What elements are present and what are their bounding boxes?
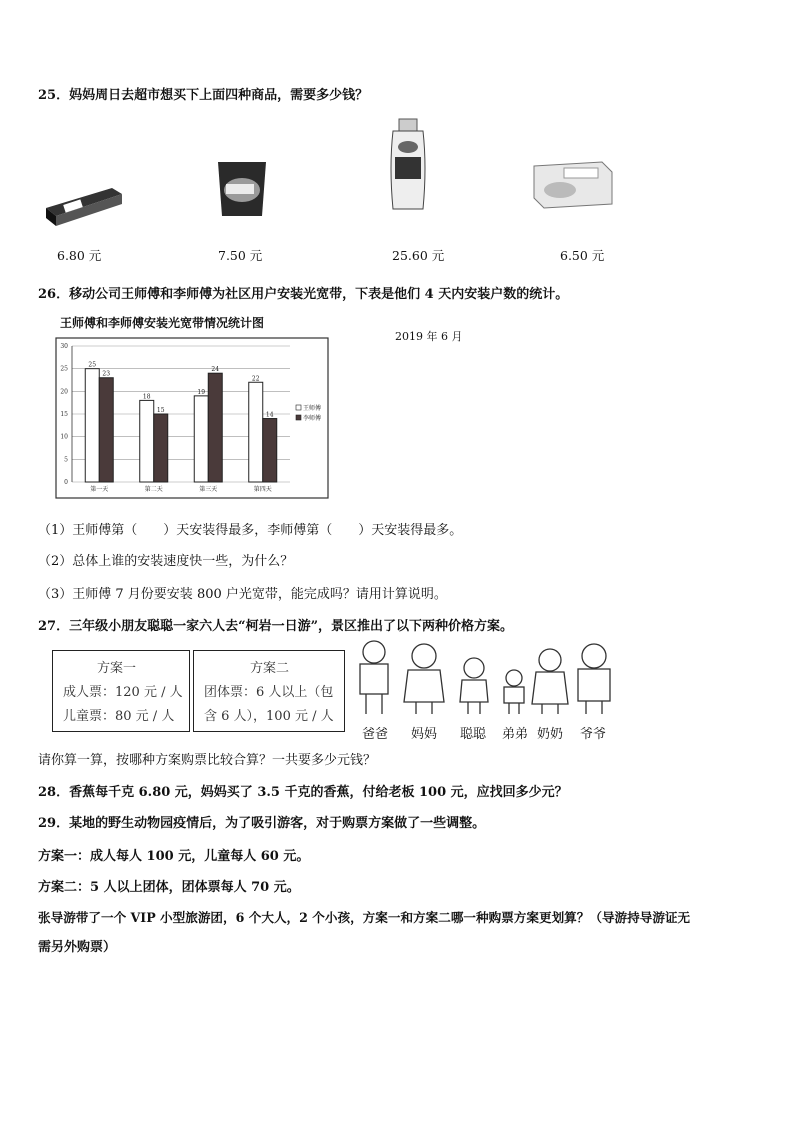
family-label-congcong: 聪聪 (460, 727, 487, 742)
bar-value-label: 23 (102, 370, 111, 378)
price-snack: 7.50 元 (218, 248, 263, 263)
q29-plan2: 方案二：5 人以上团体，团体票每人 70 元。 (38, 880, 300, 895)
q27-question: 请你算一算，按哪种方案购票比较合算？一共要多少元钱？ (38, 753, 377, 768)
family-label-dad: 爸爸 (362, 727, 389, 742)
bar-value-label: 18 (142, 393, 151, 401)
bar-value-label: 25 (88, 361, 97, 369)
q26-sub3: （3）王师傅 7 月份要安装 800 户光宽带，能完成吗？请用计算说明。 (38, 587, 447, 602)
family-label-brother: 弟弟 (502, 727, 529, 742)
x-tick-label: 第二天 (144, 486, 163, 493)
bar-li (154, 414, 168, 482)
soap-box-image (530, 158, 614, 210)
chart-date-note: 2019 年 6 月 (395, 330, 463, 343)
q26-sub1: （1）王师傅第（ ）天安装得最多，李师傅第（ ）天安装得最多。 (38, 523, 463, 538)
plan-two-box (193, 650, 345, 732)
legend-swatch (296, 405, 301, 410)
price-shampoo: 25.60 元 (392, 248, 445, 263)
q27-text: 27．三年级小朋友聪聪一家六人去“柯岩一日游”，景区推出了以下两种价格方案。 (38, 619, 514, 634)
bar-value-label: 19 (197, 388, 206, 396)
bar-wang (85, 369, 99, 482)
bar-li (208, 373, 222, 482)
plan-one-line2: 儿童票：80 元 / 人 (63, 709, 175, 724)
family-label-mom: 妈妈 (411, 727, 438, 742)
q29-text: 29．某地的野生动物园疫情后，为了吸引游客，对于购票方案做了一些调整。 (38, 816, 486, 831)
y-tick-label: 0 (64, 479, 68, 486)
legend-label: 王师傅 (303, 405, 322, 412)
y-tick-label: 10 (60, 433, 68, 441)
plan-two-title: 方案二 (250, 661, 290, 676)
plan-two-line1: 团体票：6 人以上（包 (204, 685, 334, 700)
chart-title: 王师傅和李师傅安装光宽带情况统计图 (60, 316, 265, 330)
x-tick-label: 第三天 (199, 486, 218, 493)
bar-value-label: 24 (211, 366, 220, 374)
legend-label: 李师傅 (303, 415, 322, 422)
plan-two-line2: 含 6 人），100 元 / 人 (204, 709, 334, 724)
bar-value-label: 14 (265, 411, 274, 419)
plan-one-box (52, 650, 190, 732)
family-illustration (350, 638, 622, 720)
bar-li (263, 419, 277, 482)
y-tick-label: 5 (64, 456, 68, 464)
q29-question2: 需另外购票） (38, 940, 117, 955)
bar-wang (140, 400, 154, 482)
plan-one-title: 方案一 (97, 661, 137, 676)
price-soap: 6.50 元 (560, 248, 605, 263)
y-tick-label: 25 (60, 365, 68, 373)
bar-chart (54, 310, 332, 502)
plan-one-line1: 成人票：120 元 / 人 (63, 685, 183, 700)
snack-bag-image (212, 158, 272, 220)
price-toothpaste: 6.80 元 (57, 248, 102, 263)
bar-value-label: 15 (156, 407, 165, 414)
q26-sub2: （2）总体上谁的安装速度快一些，为什么？ (38, 554, 294, 569)
x-tick-label: 第一天 (90, 486, 109, 493)
legend-swatch (296, 415, 301, 420)
family-label-grandpa: 爷爷 (580, 727, 607, 742)
q26-text: 26．移动公司王师傅和李师傅为社区用户安装光宽带，下表是他们 4 天内安装户数的统计。 (38, 287, 569, 302)
x-tick-label: 第四天 (253, 486, 272, 493)
q25-text: 25．妈妈周日去超市想买下上面四种商品，需要多少钱？ (38, 88, 369, 103)
q29-question1: 张导游带了一个 VIP 小型旅游团，6 个大人，2 个小孩，方案一和方案二哪一种购票方案更划算？（导游持导游证无 (38, 910, 691, 925)
bar-li (99, 378, 113, 482)
y-tick-label: 20 (60, 388, 68, 396)
bar-wang (249, 382, 263, 482)
q29-plan1: 方案一：成人每人 100 元，儿童每人 60 元。 (38, 849, 310, 864)
bar-wang (194, 396, 208, 482)
y-tick-label: 30 (60, 343, 68, 350)
bar-value-label: 22 (251, 375, 260, 383)
shampoo-bottle-image (385, 117, 431, 213)
family-label-grandma: 奶奶 (537, 727, 564, 742)
toothpaste-image (44, 180, 124, 230)
q28-text: 28．香蕉每千克 6.80 元，妈妈买了 3.5 千克的香蕉，付给老板 100 元，应找回多少元？ (38, 785, 568, 800)
y-tick-label: 15 (60, 411, 68, 418)
